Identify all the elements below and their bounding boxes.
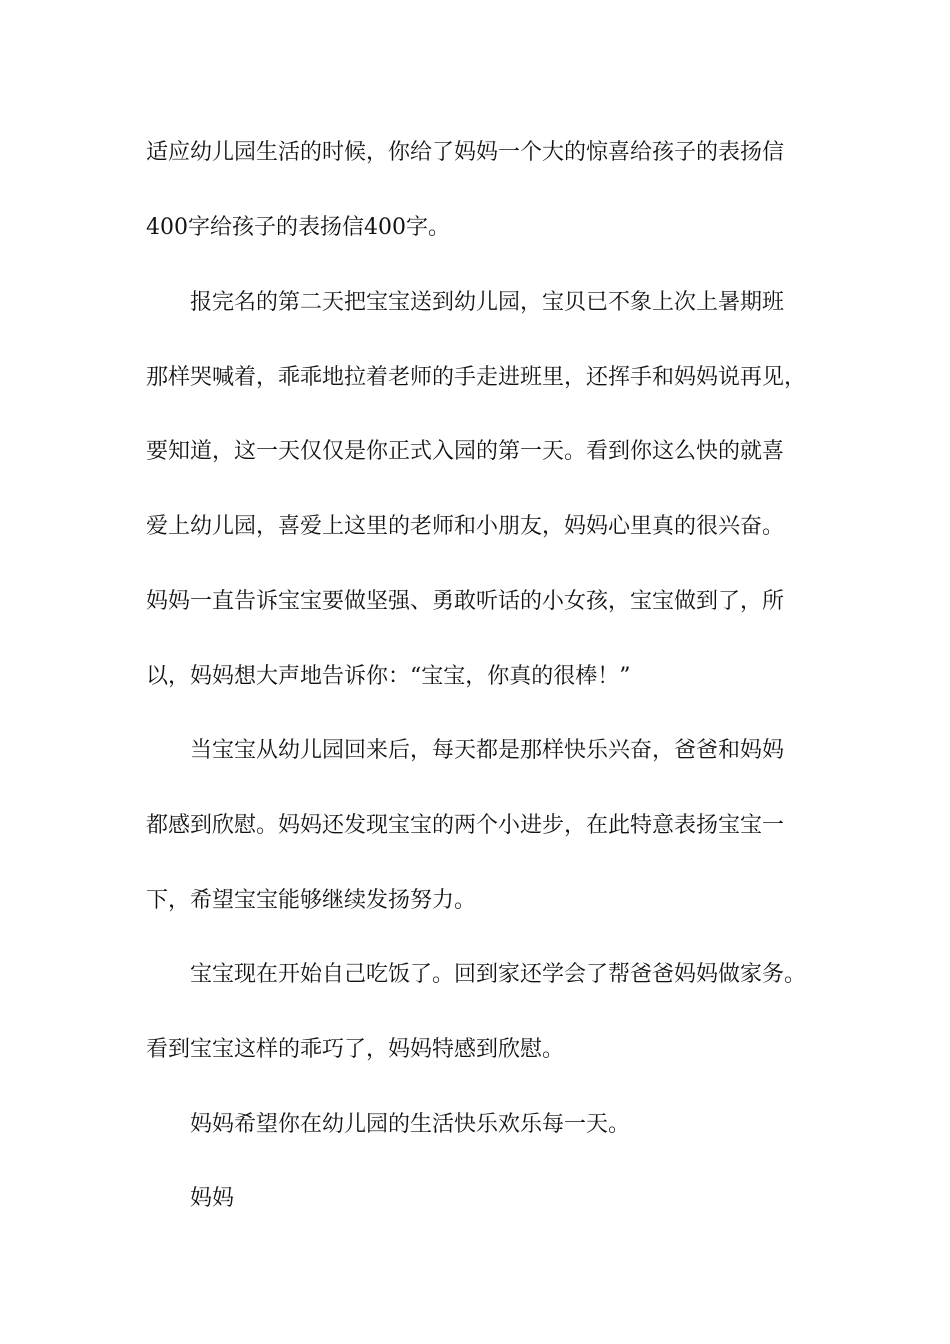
text-line-13: 看到宝宝这样的乖巧了，妈妈特感到欣慰。: [146, 1037, 565, 1062]
text-line-5: 要知道，这一天仅仅是你正式入园的第一天。看到你这么快的就喜: [146, 439, 785, 464]
signature-line: 妈妈: [190, 1186, 235, 1211]
text-line-2: 400字给孩子的表扬信400字。: [146, 215, 450, 240]
text-line-14: 妈妈希望你在幼儿园的生活快乐欢乐每一天。: [190, 1112, 631, 1137]
text-line-8: 以，妈妈想大声地告诉你：“宝宝，你真的很棒！”: [146, 664, 631, 689]
text-line-12: 宝宝现在开始自己吃饭了。回到家还学会了帮爸爸妈妈做家务。: [190, 962, 807, 987]
text-line-1: 适应幼儿园生活的时候，你给了妈妈一个大的惊喜给孩子的表扬信: [146, 140, 785, 165]
text-line-3: 报完名的第二天把宝宝送到幼儿园，宝贝已不象上次上暑期班: [190, 290, 785, 315]
text-line-10: 都感到欣慰。妈妈还发现宝宝的两个小进步，在此特意表扬宝宝一: [146, 813, 785, 838]
text-line-9: 当宝宝从幼儿园回来后，每天都是那样快乐兴奋，爸爸和妈妈: [190, 738, 785, 763]
text-line-7: 妈妈一直告诉宝宝要做坚强、勇敢听话的小女孩，宝宝做到了，所: [146, 589, 785, 614]
text-line-11: 下，希望宝宝能够继续发扬努力。: [146, 888, 477, 913]
text-line-6: 爱上幼儿园，喜爱上这里的老师和小朋友，妈妈心里真的很兴奋。: [146, 514, 785, 539]
text-line-4: 那样哭喊着，乖乖地拉着老师的手走进班里，还挥手和妈妈说再见，: [146, 365, 807, 390]
